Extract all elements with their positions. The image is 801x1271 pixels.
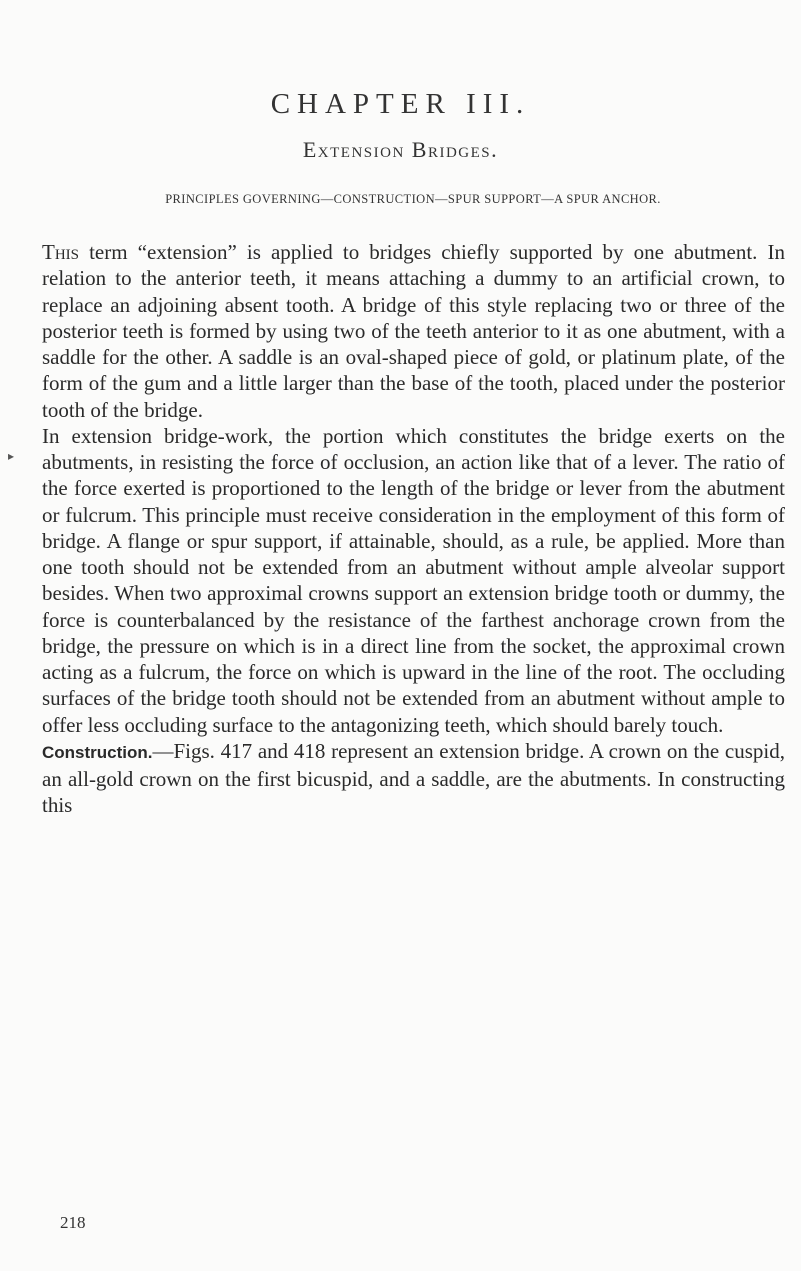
section-subtopics: PRINCIPLES GOVERNING—CONSTRUCTION—SPUR SUPPORT—A SPUR ANCHOR. — [165, 192, 661, 206]
section-title: Extension Bridges. — [302, 137, 499, 162]
paragraph-intro — [42, 239, 785, 423]
paragraph-text: term “extension” is applied to bridges chiefly supported by one abutment. In relation to the anterior teeth, it means attaching a dummy to an artificial crown, to replace an adjoining absent tooth. A bridge of this style replacing two or three of the posterior teeth is formed by using two of the teeth anterior to it as one abutment, with a saddle for the other. A saddle is an oval-shaped piece of gold, or platinum plate, of the form of the gum and a little larger than the base of the tooth, placed under the posterior tooth of the bridge. — [42, 240, 785, 422]
page-number: 218 — [60, 1213, 86, 1232]
paragraph-lever-principle — [42, 423, 785, 738]
run-in-heading: Construction. — [42, 742, 153, 762]
paragraph-construction — [42, 738, 785, 819]
body-text — [42, 239, 785, 819]
chapter-title: CHAPTER III. — [270, 88, 531, 120]
paragraph-text: In extension bridge-work, the portion which constitutes the bridge exerts on the abutments, in resisting the force of occlusion, an action like that of a lever. The ratio of the force exerted is proportioned to the length of the bridge or lever from the abutment or fulcrum. This principle must receive consideration in the employment of this form of bridge. A flange or spur support, if attainable, should, as a rule, be applied. More than one tooth should not be extended from an abutment without ample alveolar support besides. When two approximal crowns support an extension bridge tooth or dummy, the force is counterbalanced by the resistance of the farthest anchorage crown from the bridge, the pressure on which is in a direct line from the socket, the approximal crown acting as a fulcrum, the force on which is upward in the line of the root. The occluding surfaces of the bridge tooth should not be extended from an abutment without ample to offer less occluding surface to the antagonizing teeth, which should barely touch. — [42, 423, 785, 737]
margin-mark-icon: ▸ — [8, 449, 15, 463]
paragraph-text: —Figs. 417 and 418 represent an extension bridge. A crown on the cuspid, an all-gold crown on the first bicuspid, and a saddle, are the abutments. In constructing this — [42, 738, 785, 818]
paragraph-lead-word: This — [42, 240, 79, 264]
